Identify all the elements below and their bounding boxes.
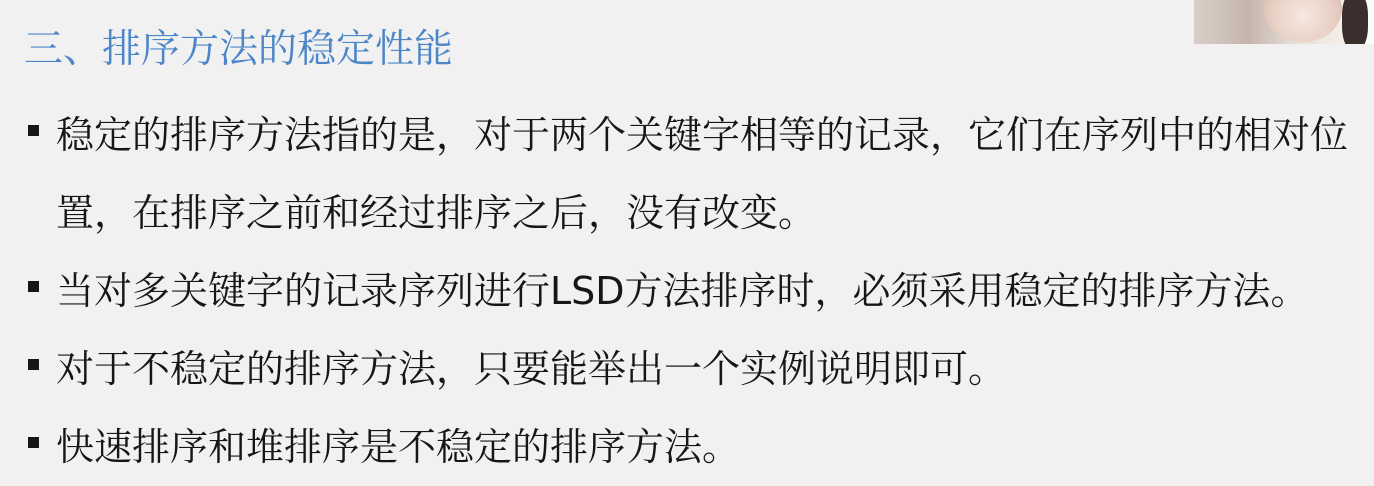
slide-title: 三、排序方法的稳定性能 — [24, 27, 454, 72]
bullet-marker-icon — [28, 281, 39, 292]
bullet-item — [0, 252, 1374, 330]
bullet-text: 当对多关键字的记录序列进行LSD方法排序时，必须采用稳定的排序方法。 — [56, 269, 1309, 313]
bullet-item — [0, 408, 1374, 486]
bullet-item — [0, 330, 1374, 408]
bullet-marker-icon — [28, 125, 39, 136]
bullet-marker-icon — [28, 359, 39, 370]
bullet-text: 稳定的排序方法指的是，对于两个关键字相等的记录，它们在序列中的相对位置，在排序之前和经过排序之后，没有改变。 — [56, 113, 1349, 235]
bullet-marker-icon — [28, 437, 39, 448]
bullet-text: 快速排序和堆排序是不稳定的排序方法。 — [56, 425, 741, 469]
bullet-list — [0, 96, 1374, 486]
presenter-webcam-overlay — [1194, 0, 1374, 44]
presenter-face — [1264, 0, 1342, 42]
presenter-hair — [1342, 0, 1368, 44]
bullet-text: 对于不稳定的排序方法，只要能举出一个实例说明即可。 — [56, 347, 1007, 391]
bullet-item — [0, 96, 1374, 252]
